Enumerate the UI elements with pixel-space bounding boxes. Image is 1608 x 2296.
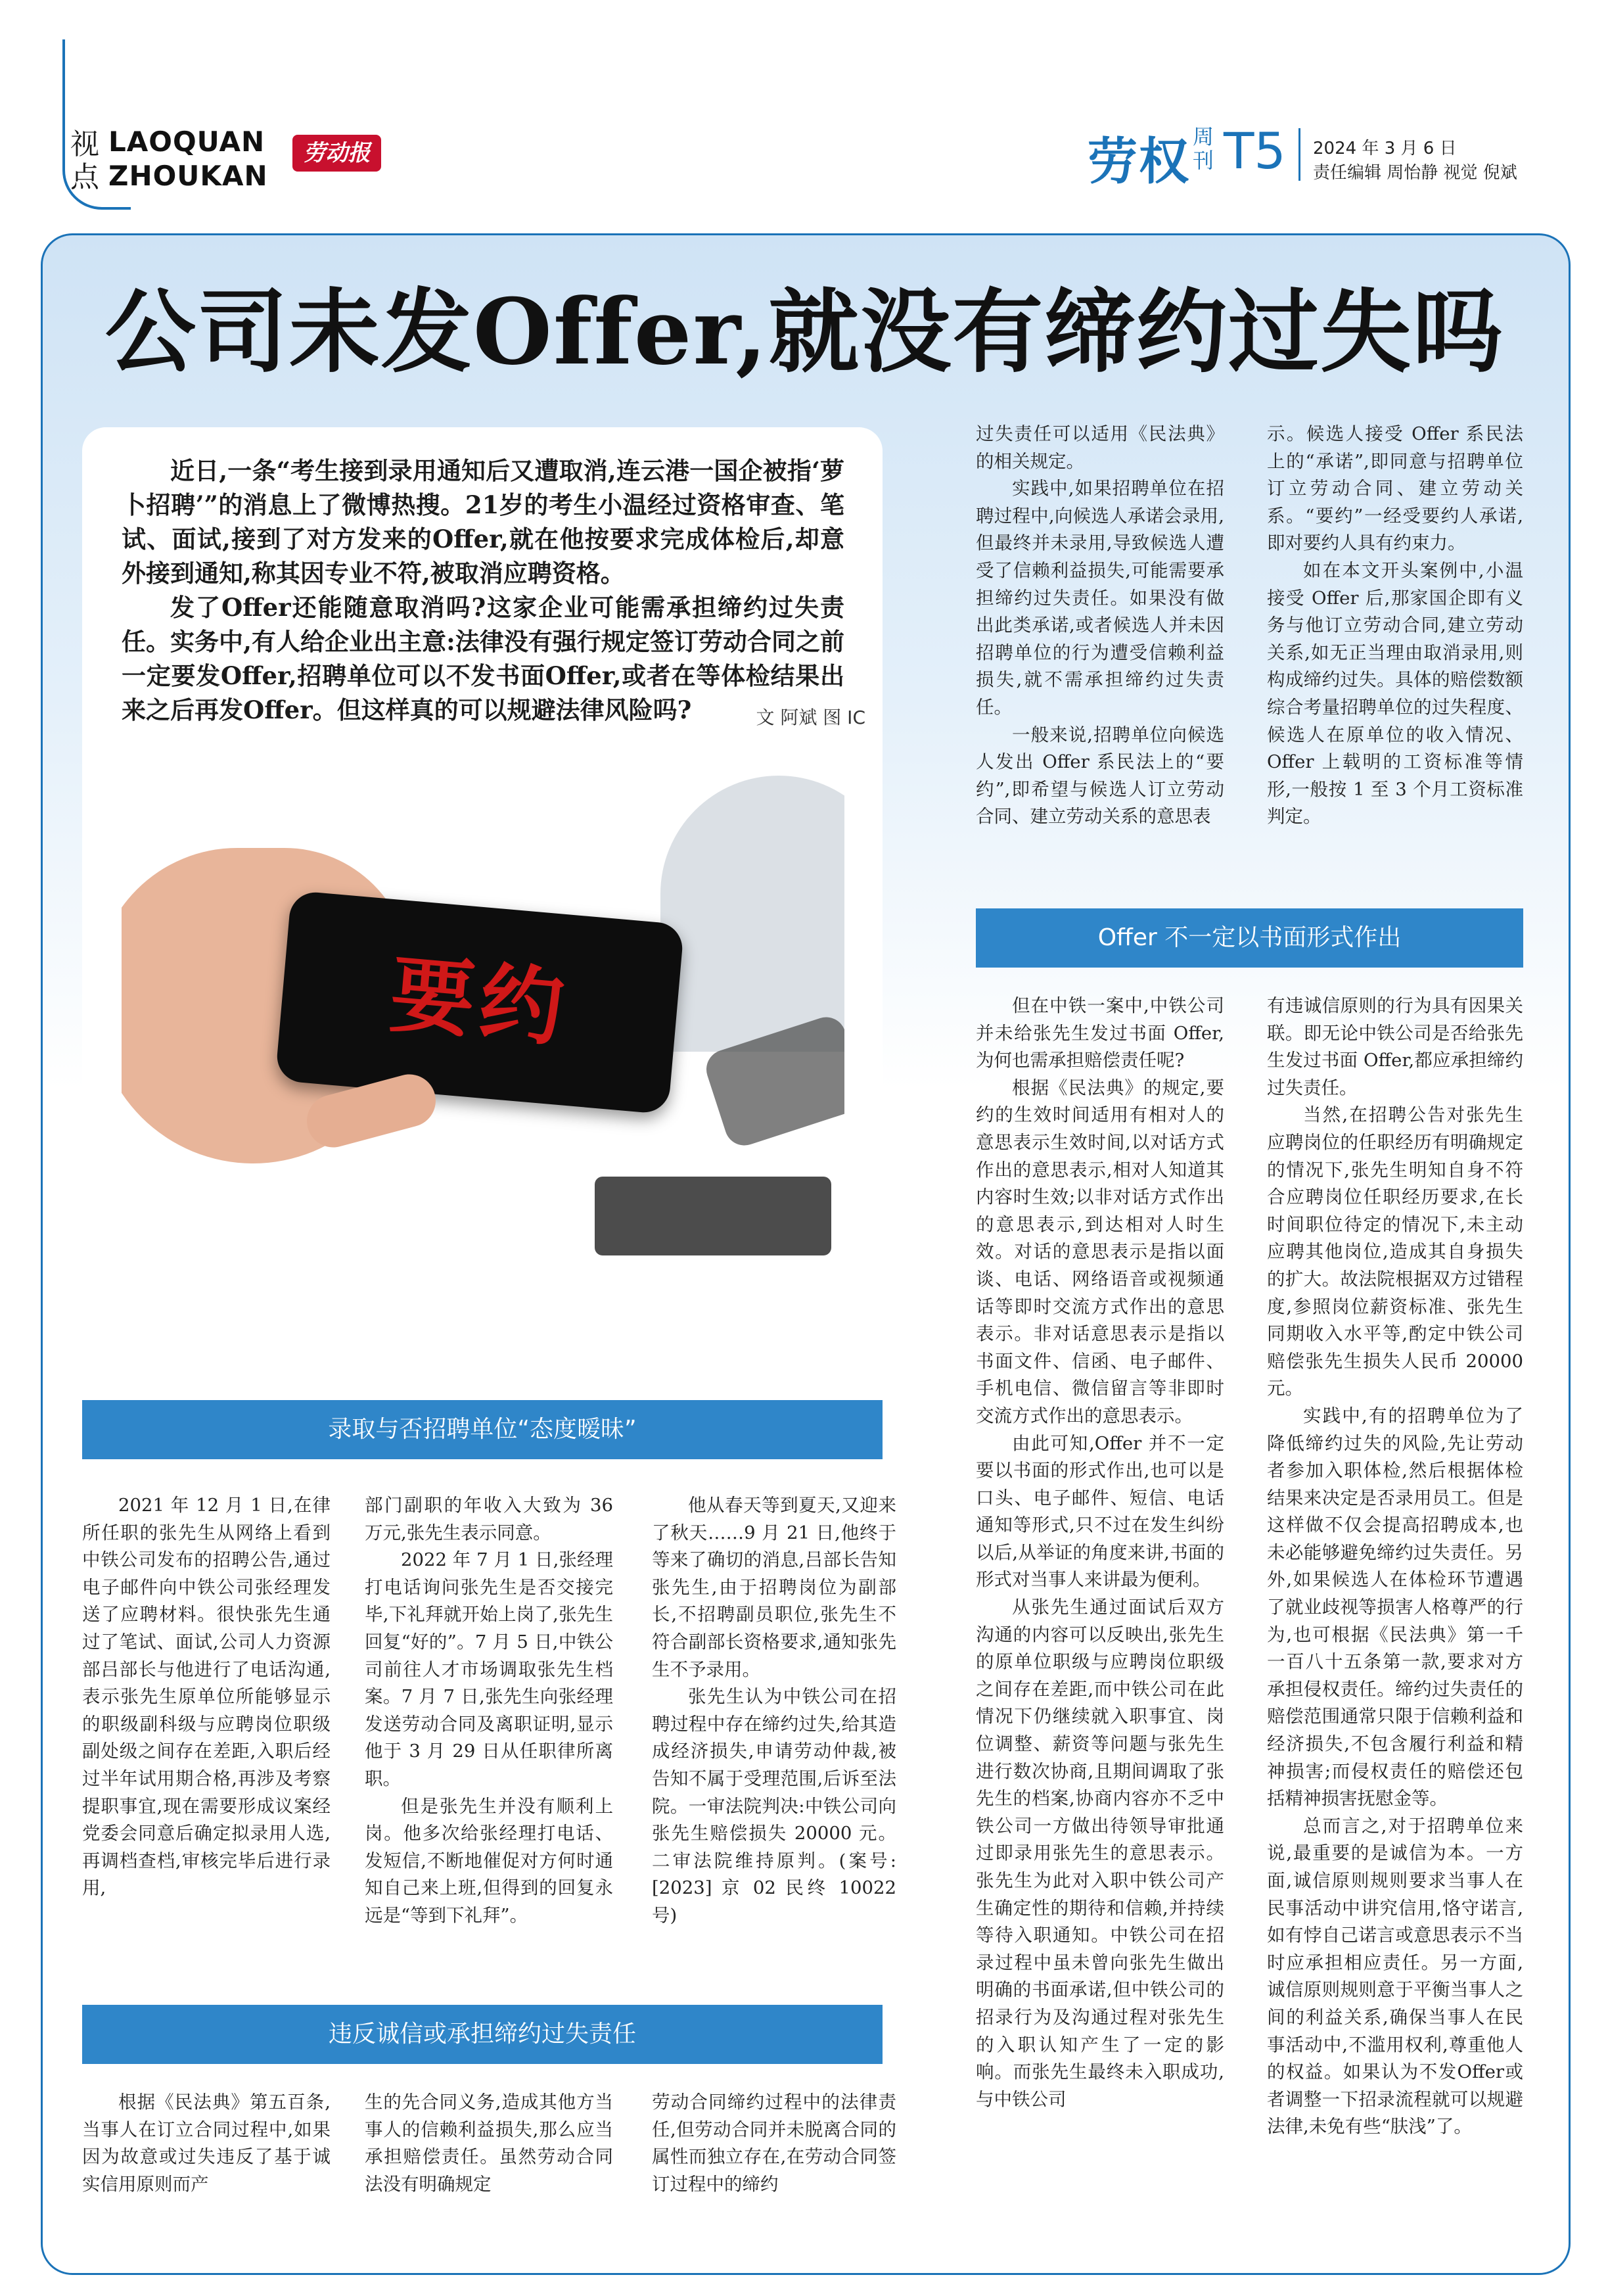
paragraph: 生的先合同义务,造成其他方当事人的信赖利益损失,那么应当承担赔偿责任。虽然劳动合同法没有明确规定 (365, 2092, 613, 2195)
gavel-base (595, 1177, 831, 1255)
paragraph: 根据《民法典》第五百条,当事人在订立合同过程中,如果因为故意或过失违反了基于诚实信用原则而产 (82, 2092, 331, 2195)
masthead-rule (62, 39, 65, 141)
paragraph: 如在本文开头案例中,小温接受 Offer 后,那家国企即有义务与他订立劳动合同,建立劳动关系,如无正当理由取消录用,则构成缔约过失。具体的赔偿数额综合考量招聘单位的过失程度、候选人在原单位的收入情况、Offer 上载明的工资标准等情形,一般按 1 至 3 个月工资标准判定。 (1267, 559, 1523, 828)
right-bottom-column2 (1267, 993, 1523, 2141)
paragraph: 有违诚信原则的行为具有因果关联。即无论中铁公司是否给张先生发过书面 Offer,都应承担缔约过失责任。 (1267, 995, 1523, 1098)
right-top-column2 (1267, 421, 1523, 831)
section2-column1 (82, 2089, 331, 2198)
right-top-column1 (976, 421, 1224, 831)
lead-paragraph: 发了Offer还能随意取消吗?这家企业可能需承担缔约过失责任。实务中,有人给企业出主意:法律没有强行规定签订劳动合同之前一定要发Offer,招聘单位可以不发书面Offer,或者在等体检结果出来之后再发Offer。但这样真的可以规避法律风险吗? (122, 593, 844, 724)
paragraph: 示。候选人接受 Offer 系民法上的“承诺”,即同意与招聘单位订立劳动合同、建立劳动关系。“要约”一经受要约人承诺,即对要约人具有约束力。 (1267, 423, 1523, 554)
paragraph: 一般来说,招聘单位向候选人发出 Offer 系民法上的“要约”,即希望与候选人订立劳动合同、建立劳动关系的意思表 (976, 724, 1224, 828)
illustration-photo (122, 756, 844, 1282)
paragraph: 根据《民法典》的规定,要约的生效时间适用有相对人的意思表示生效时间,以对话方式作出的意思表示,相对人知道其内容时生效;以非对话方式作出的意思表示,到达相对人时生效。对话的意思表示是指以面谈、电话、网络语音或视频通话等即时交流方式作出的意思表示。非对话意思表示是指以书面文件、信函、电子邮件、手机电信、微信留言等非即时交流方式作出的意思表示。 (976, 1077, 1224, 1426)
paragraph: 他从春天等到夏天,又迎来了秋天……9 月 21 日,他终于等来了确切的消息,吕部长告知张先生,由于招聘岗位为副部长,不招聘副员职位,张先生不符合副部长资格要求,通知张先生不予录用。 (652, 1495, 896, 1680)
phone-screen-text: 要约 (386, 945, 574, 1059)
paragraph: 但是张先生并没有顺利上岗。他多次给张经理打电话、发短信,不断地催促对方何时通知自己来上班,但得到的回复永远是“等到下礼拜”。 (365, 1795, 613, 1926)
section-header-3: Offer 不一定以书面形式作出 (976, 908, 1523, 968)
headline: 公司未发Offer,就没有缔约过失吗 (104, 278, 1505, 385)
section1-column1 (82, 1492, 331, 1902)
section-header-1: 录取与否招聘单位“态度暧昧” (82, 1400, 883, 1459)
section1-column3 (652, 1492, 896, 1930)
newspaper-logo: 劳动报 (292, 135, 381, 172)
lead-paragraph: 近日,一条“考生接到录用通知后又遭取消,连云港一国企被指‘萝卜招聘’”的消息上了微博热搜。21岁的考生小温经过资格审查、笔试、面试,接到了对方发来的Offer,就在他按要求完成体检后,却意外接到通知,称其因专业不符,被取消应聘资格。 (122, 456, 844, 588)
section1-column2 (365, 1492, 613, 1930)
paragraph: 部门副职的年收入大致为 36 万元,张先生表示同意。 (365, 1495, 613, 1543)
paragraph: 由此可知,Offer 并不一定要以书面的形式作出,也可以是口头、电子邮件、短信、电话通知等形式,只不过在发生纠纷以后,从举证的角度来讲,书面的形式对当事人来讲最为便利。 (976, 1432, 1224, 1591)
issue-date: 2024 年 3 月 6 日 (1313, 139, 1457, 158)
paragraph: 劳动合同缔约过程中的法律责任,但劳动合同并未脱离合同的属性而独立存在,在劳动合同签订过程中的缔约 (652, 2092, 896, 2195)
page-number: T5 (1224, 122, 1286, 180)
column-subtitle: 周刊 (1193, 124, 1214, 173)
paragraph: 当然,在招聘公告对张先生应聘岗位的任职经历有明确规定的情况下,张先生明知自身不符合应聘岗位任职经历要求,在长时间职位待定的情况下,未主动应聘其他岗位,造成其自身损失的扩大。故法院根据双方过错程度,参照岗位薪资标准、张先生同期收入水平等,酌定中铁公司赔偿张先生损失人民币 20000 元。 (1267, 1104, 1523, 1399)
right-bottom-column1 (976, 993, 1224, 2113)
masthead-divider (1298, 128, 1300, 181)
editor-credits: 责任编辑 周怡静 视觉 倪斌 (1313, 163, 1517, 183)
paragraph: 实践中,有的招聘单位为了降低缔约过失的风险,先让劳动者参加入职体检,然后根据体检结果来决定是否录用员工。但是这样做不仅会提高招聘成本,也未必能够避免缔约过失责任。另外,如果候选人在体检环节遭遇了就业歧视等损害人格尊严的行为,也可根据《民法典》第一千一百八十五条第一款,要求对方承担侵权责任。缔约过失责任的赔偿范围通常只限于信赖利益和经济损失,不包含履行利益和精神损害;而侵权责任的赔偿还包括精神损害抚慰金等。 (1267, 1405, 1523, 1810)
paragraph: 从张先生通过面试后双方沟通的内容可以反映出,张先生的原单位职级与应聘岗位职级之间存在差距,而中铁公司在此情况下仍继续就入职事宜、岗位调整、薪资等问题与张先生进行数次协商,且期间调取了张先生的档案,协商内容亦不乏中铁公司一方做出待领导审批通过即录用张先生的意思表示。张先生为此对入职中铁公司产生确定性的期待和信赖,并持续等待入职通知。中铁公司在招录过程中虽未曾向张先生做出明确的书面承诺,但中铁公司的招录行为及沟通过程对张先生的入职认知产生了一定的影响。而张先生最终未入职成功,与中铁公司 (976, 1597, 1224, 2110)
section2-column3 (652, 2089, 896, 2198)
column-name: 劳权 (1088, 132, 1190, 191)
paragraph: 2021 年 12 月 1 日,在律所任职的张先生从网络上看到中铁公司发布的招聘公告,通过电子邮件向中铁公司张经理发送了应聘材料。很快张先生通过了笔试、面试,公司人力资源部吕部长与他进行了电话沟通,表示张先生原单位所能够显示的职级副科级与应聘岗位职级副处级之间存在差距,入职后经过半年试用期合格,再涉及考察提职事宜,现在需要形成议案经党委会同意后确定拟录用人选,再调档查档,审核完毕后进行录用, (82, 1495, 331, 1899)
smartphone (275, 890, 685, 1114)
section-name-en-line2: ZHOUKAN (108, 160, 268, 192)
section-name-en (108, 125, 268, 193)
window-background (660, 776, 844, 1052)
paragraph: 总而言之,对于招聘单位来说,最重要的是诚信为本。一方面,诚信原则规则要求当事人在民事活动中讲究信用,恪守诺言,如有悖自己诺言或意思表示不当时应承担相应责任。另一方面,诚信原则规则意于平衡当事人之间的利益关系,确保当事人在民事活动中,不滥用权利,尊重他人的权益。如果认为不发Offer或者调整一下招录流程就可以规避法律,未免有些“肤浅”了。 (1267, 1815, 1523, 2138)
section-name-en-line1: LAOQUAN (108, 126, 265, 158)
paragraph: 过失责任可以适用《民法典》的相关规定。 (976, 423, 1224, 472)
paragraph: 但在中铁一案中,中铁公司并未给张先生发过书面 Offer,为何也需承担赔偿责任呢? (976, 995, 1224, 1071)
section2-column2 (365, 2089, 613, 2198)
paragraph: 2022 年 7 月 1 日,张经理打电话询问张先生是否交接完毕,下礼拜就开始上岗了,张先生回复“好的”。7 月 5 日,中铁公司前往人才市场调取张先生档案。7 月 7 日,张先生向张经理发送劳动合同及离职证明,显示他于 3 月 29 日从任职律所离职。 (365, 1549, 613, 1789)
paragraph: 实践中,如果招聘单位在招聘过程中,向候选人承诺会录用,但最终并未录用,导致候选人遭受了信赖利益损失,可能需要承担缔约过失责任。如果没有做出此类承诺,或者候选人并未因招聘单位的行为遭受信赖利益损失,就不需承担缔约过失责任。 (976, 478, 1224, 718)
byline: 文 阿斌 图 IC (756, 707, 865, 728)
lead-text (122, 454, 844, 727)
section-name-cn: 视点 (70, 128, 99, 194)
section-header-2: 违反诚信或承担缔约过失责任 (82, 2005, 883, 2064)
paragraph: 张先生认为中铁公司在招聘过程中存在缔约过失,给其造成经济损失,申请劳动仲裁,被告知不属于受理范围,后诉至法院。一审法院判决:中铁公司向张先生赔偿损失 20000 元。二审法院维持原判。(案号:[2023] 京 02 民终 10022 号) (652, 1686, 896, 1926)
